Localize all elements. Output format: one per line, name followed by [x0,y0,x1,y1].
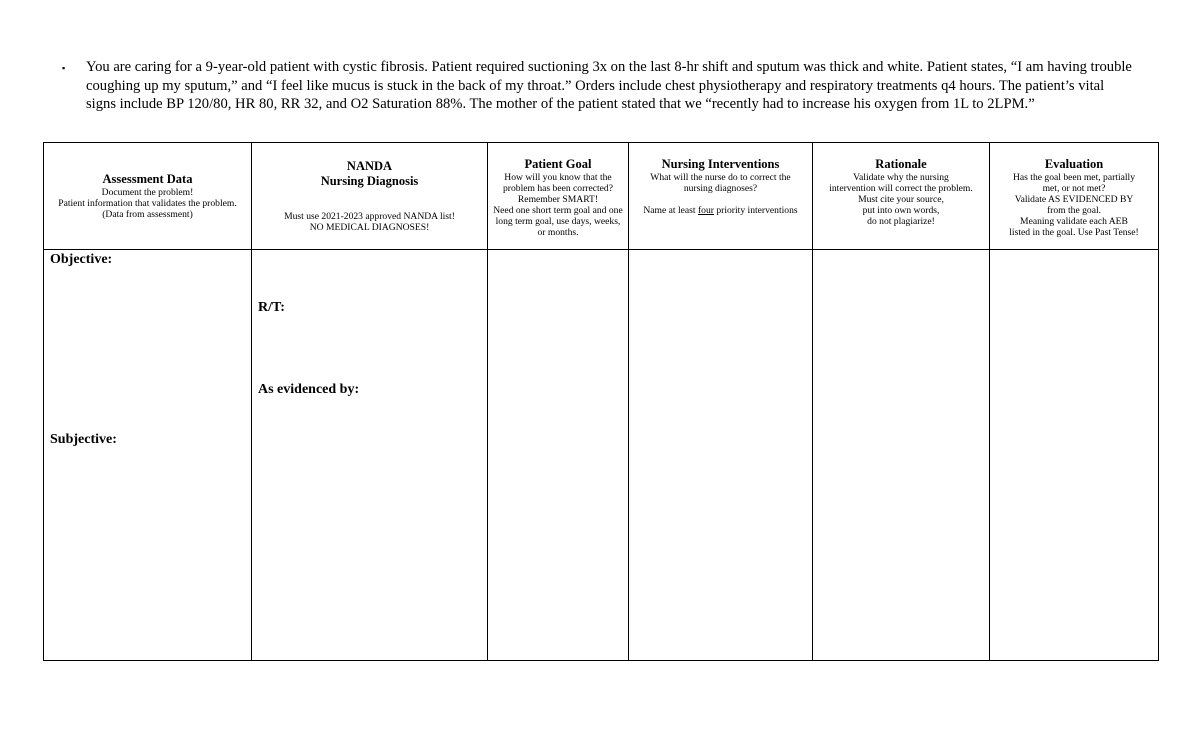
goal-title: Patient Goal [524,157,592,171]
evaluation-title: Evaluation [1044,157,1104,171]
rationale-line: do not plagiarize! [867,216,935,227]
nanda-title-2: Nursing Diagnosis [320,174,419,188]
nanda-title-1: NANDA [346,159,393,173]
goal-line: problem has been corrected? [502,183,613,194]
goal-line: Remember SMART! [517,194,599,205]
rationale-line: Must cite your source, [858,194,944,205]
evaluation-line: listed in the goal. Use Past Tense! [1009,227,1139,238]
interventions-cell[interactable] [629,250,813,661]
evaluation-line: Has the goal been met, partially [1012,172,1135,183]
goal-line: How will you know that the [504,172,612,183]
header-evaluation [990,143,1159,250]
interventions-name-line [629,205,812,216]
evaluation-line: from the goal. [1046,205,1102,216]
rationale-title: Rationale [875,157,927,171]
assessment-line: (Data from assessment) [102,209,193,220]
header-nanda [252,143,488,250]
assessment-cell[interactable] [44,250,252,661]
nanda-line: NO MEDICAL DIAGNOSES! [309,222,430,233]
nanda-line: Must use 2021-2023 approved NANDA list! [284,211,455,222]
rationale-line: put into own words, [862,205,940,216]
goal-cell[interactable] [488,250,629,661]
header-row [44,143,1159,250]
evaluation-cell[interactable] [990,250,1159,661]
interventions-name-emphasis: four [697,205,714,216]
interventions-name-prefix: Name at least [643,205,698,216]
assessment-line: Patient information that validates the problem. [58,198,237,209]
header-goal [488,143,629,250]
assessment-line: Document the problem! [101,187,194,198]
rationale-line: intervention will correct the problem. [829,183,973,194]
body-row [44,250,1159,661]
rt-label: R/T: [258,300,285,315]
care-plan-table [43,142,1159,661]
evaluation-line: met, or not met? [1042,183,1106,194]
assessment-title: Assessment Data [102,172,193,186]
goal-line: long term goal, use days, weeks, [495,216,621,227]
header-rationale [813,143,990,250]
bullet-icon: ▪ [62,63,66,73]
objective-label: Objective: [50,252,113,267]
aeb-label: As evidenced by: [258,382,360,397]
subjective-label: Subjective: [50,432,117,447]
header-assessment [44,143,252,250]
interventions-title: Nursing Interventions [661,157,780,171]
nanda-cell[interactable] [252,250,488,661]
rationale-cell[interactable] [813,250,990,661]
goal-line: or months. [537,227,579,238]
interventions-line: nursing diagnoses? [683,183,758,194]
rationale-line: Validate why the nursing [853,172,949,183]
interventions-name-suffix: priority interventions [713,205,798,216]
header-interventions [629,143,813,250]
scenario-paragraph [62,58,1132,114]
scenario-text: You are caring for a 9-year-old patient with cystic fibrosis. Patient required suctioning 3x on the last 8-hr shift and sputum was thick and white. Patient states, “I am having trouble coughing up my sputum,” and “I feel like mucus is stuck in the back of my throat.” Orders include chest physiotherapy and respiratory treatments q4 hours. The patient’s vital signs include BP 120/80, HR 80, RR 32, and O2 Saturation 88%. The mother of the patient stated that we “recently had to increase his oxygen from 1L to 2LPM.” [86,59,1132,112]
evaluation-line: Validate AS EVIDENCED BY [1014,194,1134,205]
interventions-line: What will the nurse do to correct the [650,172,791,183]
goal-line: Need one short term goal and one [493,205,623,216]
evaluation-line: Meaning validate each AEB [1020,216,1128,227]
